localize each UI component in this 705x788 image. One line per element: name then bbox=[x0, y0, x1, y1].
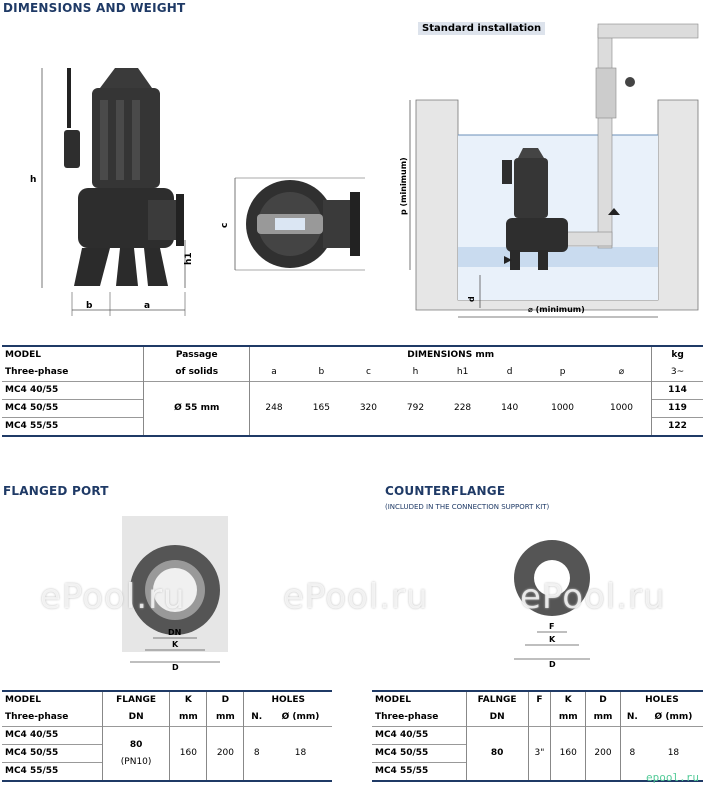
d-header: D bbox=[586, 691, 621, 709]
counterflange-table bbox=[372, 690, 703, 782]
value-d: 140 bbox=[501, 403, 519, 413]
dimensions-header: DIMENSIONS mm bbox=[250, 346, 652, 364]
k-label: K bbox=[172, 640, 179, 649]
table-row: MC4 50/55 bbox=[375, 748, 429, 758]
k-value: 160 bbox=[551, 727, 586, 782]
phase-header: Three-phase bbox=[5, 712, 69, 722]
k-label: K bbox=[549, 635, 556, 644]
dn-header: DN bbox=[102, 709, 169, 727]
a-label: a bbox=[144, 301, 151, 311]
value-p: 1000 bbox=[551, 403, 574, 413]
dia-value: 18 bbox=[667, 748, 680, 758]
d-label: d bbox=[467, 296, 476, 302]
d-unit: mm bbox=[207, 709, 244, 727]
table-row: MC4 50/55 bbox=[5, 403, 59, 413]
table-row: MC4 55/55 bbox=[5, 766, 59, 776]
value-diam: 1000 bbox=[610, 403, 633, 413]
standard-installation-label: Standard installation bbox=[418, 22, 545, 35]
table-row: MC4 40/55 bbox=[5, 385, 59, 395]
value-h1: 228 bbox=[453, 403, 472, 413]
table-row: MC4 40/55 bbox=[375, 730, 429, 740]
value-h: 792 bbox=[406, 403, 425, 413]
flange-table bbox=[2, 690, 332, 782]
table-row: MC4 40/55 bbox=[5, 730, 59, 740]
col-b: b bbox=[318, 367, 325, 377]
value-c: 320 bbox=[359, 403, 378, 413]
k-unit: mm bbox=[170, 709, 207, 727]
passage-value: Ø 55 mm bbox=[144, 382, 250, 437]
c-label: c bbox=[220, 222, 230, 228]
n-header: N. bbox=[244, 709, 269, 727]
table-row: MC4 55/55 bbox=[5, 421, 59, 431]
h-label: h bbox=[30, 175, 37, 185]
pump-side-drawing bbox=[20, 60, 210, 320]
d-header: D bbox=[207, 691, 244, 709]
weight-value: 119 bbox=[652, 400, 703, 418]
weight-value: 114 bbox=[652, 382, 703, 400]
d-value: 200 bbox=[586, 727, 621, 782]
dia-header: Ø (mm) bbox=[281, 712, 320, 722]
value-b: 165 bbox=[312, 403, 330, 413]
k-unit: mm bbox=[551, 709, 586, 727]
dn-value: 80 (PN10) bbox=[102, 727, 169, 782]
holes-header: HOLES bbox=[620, 691, 703, 709]
n-header: N. bbox=[620, 709, 644, 727]
b-label: b bbox=[86, 301, 93, 311]
diam-label: ⌀ (minimum) bbox=[528, 305, 585, 314]
col-d: d bbox=[506, 367, 513, 377]
passage-header-2: of solids bbox=[144, 364, 250, 382]
col-h: h bbox=[412, 367, 419, 377]
pump-top-drawing bbox=[220, 170, 385, 275]
dn-header: DN bbox=[466, 709, 528, 727]
watermark: ePool.ru bbox=[283, 577, 429, 617]
table-row: MC4 55/55 bbox=[375, 766, 429, 776]
dia-value: 18 bbox=[294, 748, 307, 758]
col-p: p bbox=[559, 367, 566, 377]
d-outer-label: D bbox=[172, 663, 179, 672]
col-h1: h1 bbox=[456, 367, 469, 377]
dia-header: Ø (mm) bbox=[654, 712, 693, 722]
f-header: F bbox=[528, 691, 551, 709]
value-a: 248 bbox=[250, 382, 298, 437]
col-c: c bbox=[365, 367, 371, 377]
dimensions-table bbox=[2, 345, 703, 437]
d-outer-label: D bbox=[549, 660, 556, 669]
f-label: F bbox=[549, 622, 555, 631]
counterflange-heading: COUNTERFLANGE bbox=[385, 484, 506, 498]
dn-label: DN bbox=[168, 628, 182, 637]
k-value: 160 bbox=[170, 727, 207, 782]
table-row: MC4 50/55 bbox=[5, 748, 59, 758]
site-logo: epool.ru bbox=[646, 771, 699, 784]
watermark: ePool.ru bbox=[40, 577, 186, 617]
kg-header: kg bbox=[652, 346, 703, 364]
h1-label: h1 bbox=[184, 252, 194, 265]
model-header: MODEL bbox=[5, 350, 41, 360]
flange-header: FLANGE bbox=[102, 691, 169, 709]
counterflange-note: (INCLUDED IN THE CONNECTION SUPPORT KIT) bbox=[385, 503, 550, 511]
kg-sub: 3~ bbox=[652, 364, 703, 382]
weight-value: 122 bbox=[652, 418, 703, 437]
installation-drawing bbox=[398, 10, 703, 325]
dimensions-heading: DIMENSIONS AND WEIGHT bbox=[3, 1, 186, 15]
f-value: 3" bbox=[528, 727, 551, 782]
flanged-port-heading: FLANGED PORT bbox=[3, 484, 109, 498]
passage-header: Passage bbox=[144, 346, 250, 364]
model-header: MODEL bbox=[375, 695, 411, 705]
phase-header: Three-phase bbox=[375, 712, 439, 722]
model-header: MODEL bbox=[5, 695, 41, 705]
dn-value: 80 bbox=[466, 727, 528, 782]
col-diam: ⌀ bbox=[618, 367, 625, 377]
d-unit: mm bbox=[586, 709, 621, 727]
flange-header: FALNGE bbox=[466, 691, 528, 709]
phase-header: Three-phase bbox=[5, 367, 69, 377]
holes-header: HOLES bbox=[244, 691, 332, 709]
f-unit bbox=[528, 709, 551, 727]
n-value: 8 bbox=[620, 727, 644, 782]
d-value: 200 bbox=[207, 727, 244, 782]
watermark: ePool.ru bbox=[520, 577, 666, 617]
n-value: 8 bbox=[244, 727, 269, 782]
k-header: K bbox=[551, 691, 586, 709]
p-label: p (minimum) bbox=[399, 157, 408, 215]
k-header: K bbox=[170, 691, 207, 709]
col-a: a bbox=[250, 364, 298, 382]
